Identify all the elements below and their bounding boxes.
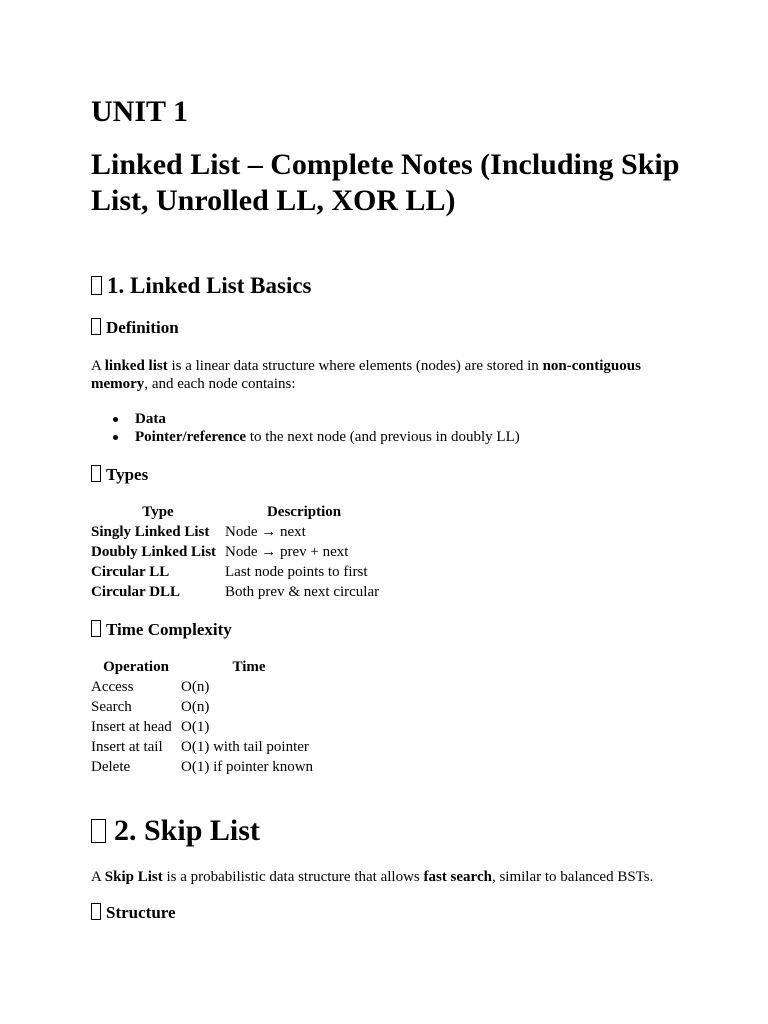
table-cell: Delete xyxy=(91,758,131,775)
node-contents-list xyxy=(91,410,520,446)
subheading-definition xyxy=(91,317,179,339)
bold-term: non-contiguous memory xyxy=(91,358,641,392)
column-header: Type xyxy=(142,503,174,520)
table-row xyxy=(91,697,317,717)
definition-paragraph xyxy=(91,357,671,393)
table-cell: Access xyxy=(91,678,134,695)
table-cell: Insert at head xyxy=(91,718,172,735)
table-cell: O(n) xyxy=(181,698,210,715)
table-header-row xyxy=(91,502,383,522)
table-cell: Node → next xyxy=(225,523,306,540)
missing-glyph-icon xyxy=(91,819,106,843)
table-cell: O(1) xyxy=(181,718,210,735)
section-heading-text: 1. Linked List Basics xyxy=(107,273,312,298)
section-heading-text: 2. Skip List xyxy=(114,814,260,847)
subheading-text: Time Complexity xyxy=(106,620,232,639)
table-cell: O(1) with tail pointer xyxy=(181,738,309,755)
table-row xyxy=(91,717,317,737)
unit-heading: UNIT 1 xyxy=(91,95,188,128)
subheading-time-complexity xyxy=(91,619,232,641)
skip-list-paragraph xyxy=(91,868,671,886)
table-cell: Insert at tail xyxy=(91,738,163,755)
subheading-text: Types xyxy=(106,465,149,484)
text-run: A xyxy=(91,358,105,374)
list-item xyxy=(91,428,520,446)
table-cell: Doubly Linked List xyxy=(91,543,217,560)
table-row xyxy=(91,737,317,757)
subheading-types xyxy=(91,464,148,486)
table-cell: Node → prev + next xyxy=(225,543,349,560)
types-table xyxy=(91,502,383,602)
missing-glyph-icon xyxy=(91,903,101,920)
subheading-structure xyxy=(91,902,176,924)
section-heading-skip-list xyxy=(91,814,260,848)
table-cell: Search xyxy=(91,698,132,715)
table-header-row xyxy=(91,657,317,677)
missing-glyph-icon xyxy=(91,318,101,335)
table-cell: Both prev & next circular xyxy=(225,583,380,600)
column-header: Time xyxy=(232,658,266,675)
column-header: Operation xyxy=(103,658,169,675)
table-cell: O(1) if pointer known xyxy=(181,758,314,775)
missing-glyph-icon xyxy=(91,465,101,482)
table-row xyxy=(91,522,383,542)
table-cell: Circular DLL xyxy=(91,583,181,600)
text-run: is a linear data structure where elements (nodes) are stored in xyxy=(167,358,543,374)
text-run: A xyxy=(91,869,105,885)
table-cell: O(n) xyxy=(181,678,210,695)
table-row xyxy=(91,677,317,697)
bold-term: Pointer/reference xyxy=(135,429,247,445)
table-row xyxy=(91,542,383,562)
list-item xyxy=(91,410,520,428)
bold-term: fast search xyxy=(423,869,492,885)
document-title: Linked List – Complete Notes (Including Skip List, Unrolled LL, XOR LL) xyxy=(91,148,680,217)
column-header: Description xyxy=(266,503,342,520)
text-run: to the next node (and previous in doubly LL) xyxy=(246,429,520,445)
text-run: is a probabilistic data structure that allows xyxy=(162,869,424,885)
section-heading-linked-list-basics xyxy=(91,272,312,300)
time-complexity-table xyxy=(91,657,317,777)
text-run: , and each node contains: xyxy=(144,376,296,392)
bold-term: Data xyxy=(135,411,166,427)
bold-term: Skip List xyxy=(104,869,163,885)
table-row xyxy=(91,582,383,602)
text-run: , similar to balanced BSTs. xyxy=(491,869,654,885)
missing-glyph-icon xyxy=(91,620,101,637)
subheading-text: Definition xyxy=(106,318,179,337)
table-cell: Singly Linked List xyxy=(91,523,210,540)
subheading-text: Structure xyxy=(106,903,176,922)
table-row xyxy=(91,562,383,582)
missing-glyph-icon xyxy=(91,276,102,295)
table-row xyxy=(91,757,317,777)
bold-term: linked list xyxy=(104,358,168,374)
table-cell: Circular LL xyxy=(91,563,170,580)
table-cell: Last node points to first xyxy=(225,563,368,580)
